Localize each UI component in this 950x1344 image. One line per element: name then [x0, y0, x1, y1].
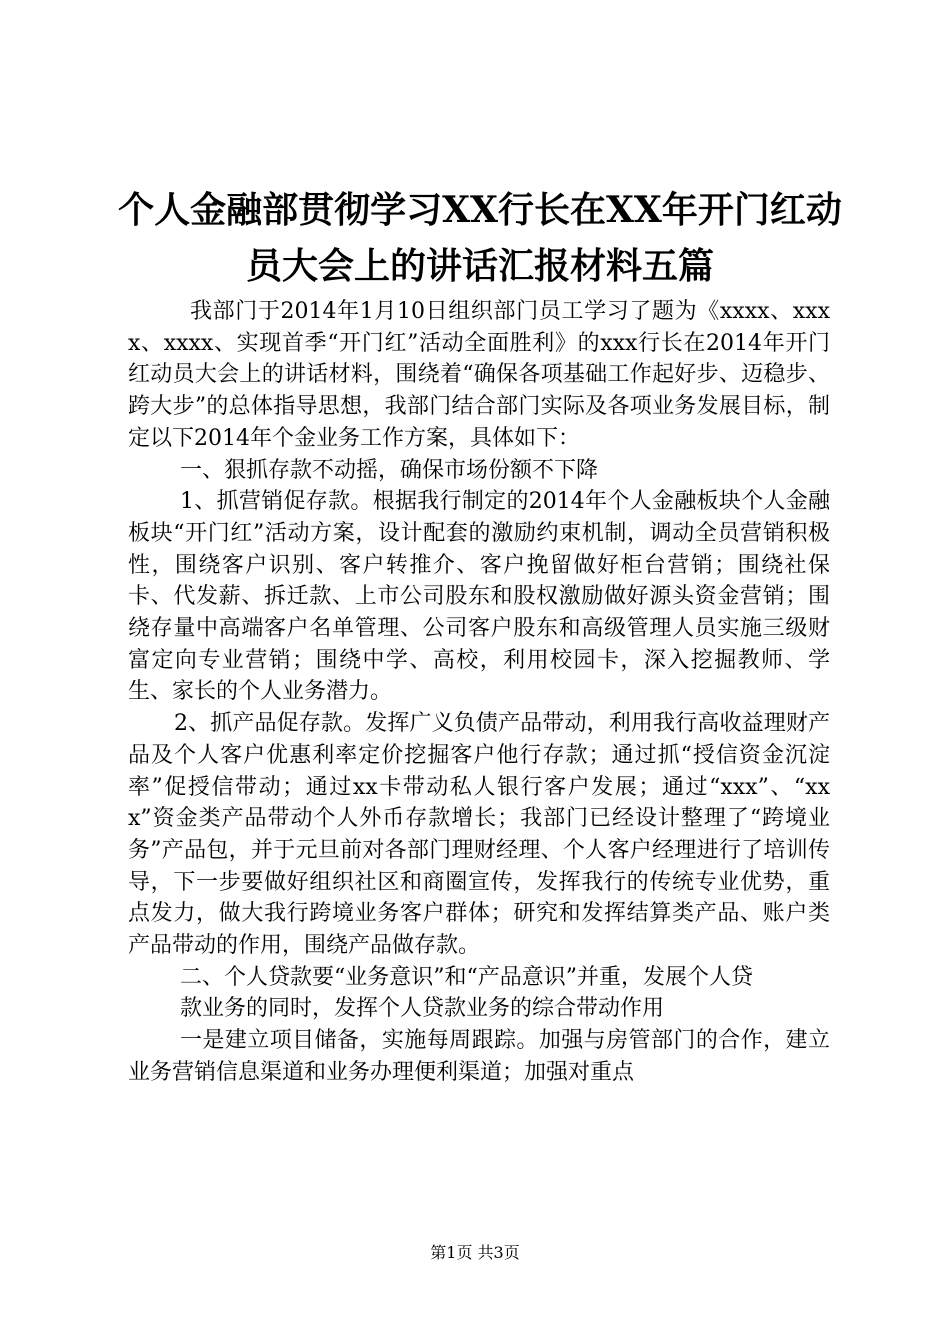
paragraph-item-2: 2、抓产品促存款。发挥广义负债产品带动，利用我行高收益理财产品及个人客户优惠利率定价挖掘客户他行存款；通过抓“授信资金沉淀率”促授信带动；通过xx卡带动私人银行客户发展；通过“xxx”、“xxx”资金类产品带动个人外币存款增长；我部门已经设计整理了“跨境业务”产品包，并于元旦前对各部门理财经理、个人客户经理进行了培训传导，下一步要做好组织社区和商圈宣传，发挥我行的传统专业优势，重点发力，做大我行跨境业务客户群体；研究和发挥结算类产品、账户类产品带动的作用，围绕产品做存款。	[128, 711, 830, 959]
paragraph-item-1: 1、抓营销促存款。根据我行制定的2014年个人金融板块个人金融板块“开门红”活动方案，设计配套的激励约束机制，调动全员营销积极性，围绕客户识别、客户转推介、客户挽留做好柜台营销；围绕社保卡、代发薪、拆迁款、上市公司股东和股权激励做好源头资金营销；围绕存量中高端客户名单管理、公司客户股东和高级管理人员实施三级财富定向专业营销；围绕中学、高校，利用校园卡，深入挖掘教师、学生、家长的个人业务潜力。	[128, 489, 830, 705]
paragraph-point-1: 一是建立项目储备，实施每周跟踪。加强与房管部门的合作，建立业务营销信息渠道和业务办理便利渠道；加强对重点	[128, 1028, 830, 1085]
section-heading-2-continued: 款业务的同时，发挥个人贷款业务的综合带动作用	[180, 996, 665, 1022]
section-heading-2: 二、个人贷款要“业务意识”和“产品意识”并重，发展个人贷	[180, 964, 753, 990]
document-body	[128, 296, 830, 1089]
page-footer: 第1页 共3页	[430, 1243, 520, 1262]
document-title-line-1: 个人金融部贯彻学习XX行长在XX年开门红动	[118, 189, 842, 231]
paragraph-intro: 我部门于2014年1月10日组织部门员工学习了题为《xxxx、xxxx、xxxx、实现首季“开门红”活动全面胜利》的xxx行长在2014年开门红动员大会上的讲话材料，围绕着“确保各项基础工作起好步、迈稳步、跨大步”的总体指导思想，我部门结合部门实际及各项业务发展目标，制定以下2014年个金业务工作方案，具体如下：	[128, 299, 830, 451]
document-title-line-2: 员大会上的讲话汇报材料五篇	[245, 245, 714, 287]
section-heading-1: 一、狠抓存款不动摇，确保市场份额不下降	[180, 457, 599, 483]
